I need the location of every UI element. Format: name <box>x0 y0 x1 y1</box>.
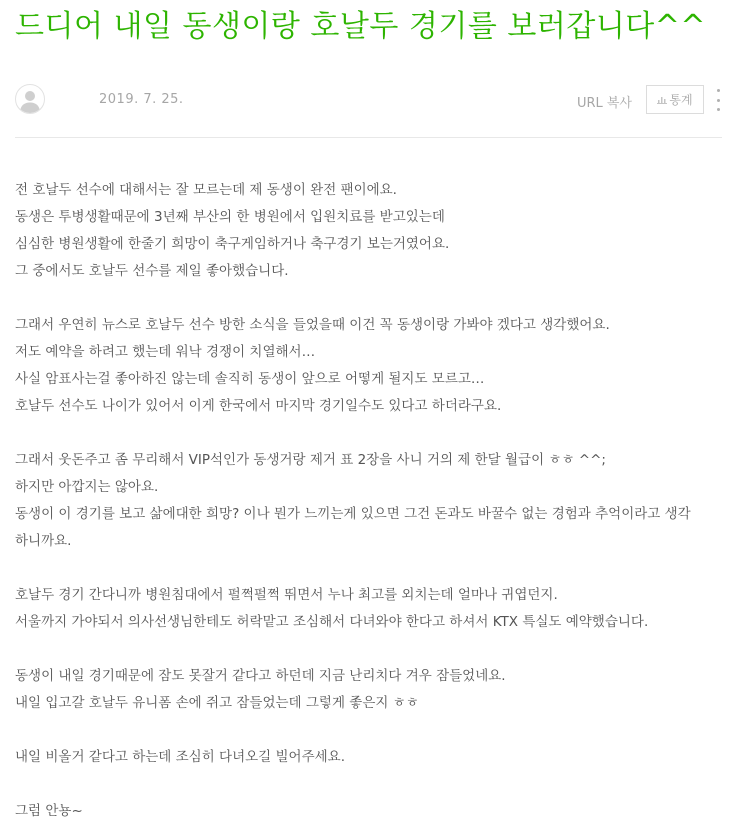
user-silhouette-icon <box>16 85 44 113</box>
post-meta-bar <box>15 84 722 116</box>
body-line: 동생이 내일 경기때문에 잠도 못잘거 같다고 하던데 지금 난리치다 겨우 잠들었네요. <box>15 668 506 684</box>
url-copy-button[interactable]: URL 복사 <box>576 96 632 111</box>
paragraph-gap <box>15 771 725 798</box>
paragraph-gap <box>15 636 725 663</box>
paragraph-gap <box>15 555 725 582</box>
paragraph-gap <box>15 420 725 447</box>
stats-button-label: 통계 <box>669 93 693 107</box>
body-line: 동생은 투병생활때문에 3년째 부산의 한 병원에서 입원치료를 받고있는데 <box>15 209 445 225</box>
more-options-button[interactable] <box>714 89 722 111</box>
body-line: 저도 예약을 하려고 했는데 워낙 경쟁이 치열해서… <box>15 344 316 360</box>
header-divider <box>15 137 722 138</box>
body-line: 전 호날두 선수에 대해서는 잘 모르는데 제 동생이 완전 팬이에요. <box>15 182 397 198</box>
post-body <box>15 177 725 825</box>
body-line: 그래서 우연히 뉴스로 호날두 선수 방한 소식을 들었을때 이건 꼭 동생이랑 가봐야 겠다고 생각했어요. <box>15 317 610 333</box>
vertical-dots-icon <box>717 108 720 111</box>
body-line: 호날두 선수도 나이가 있어서 이게 한국에서 마지막 경기일수도 있다고 하더라구요. <box>15 398 502 414</box>
body-line: 심심한 병원생활에 한줄기 희망이 축구게임하거나 축구경기 보는거였어요. <box>15 236 450 252</box>
body-line: 서울까지 가야되서 의사선생님한테도 허락맡고 조심해서 다녀와야 한다고 하셔서 KTX 특실도 예약했습니다. <box>15 614 649 630</box>
body-line: 사실 암표사는걸 좋아하진 않는데 솔직히 동생이 앞으로 어떻게 될지도 모르고… <box>15 371 485 387</box>
body-line: 동생이 이 경기를 보고 삶에대한 희망? 이나 뭔가 느끼는게 있으면 그건 돈과도 바꿀수 없는 경험과 추억이라고 생각 <box>15 506 691 522</box>
paragraph-gap <box>15 285 725 312</box>
bar-chart-icon <box>657 95 667 104</box>
body-line: 호날두 경기 간다니까 병원침대에서 펄쩍펄쩍 뛰면서 누나 최고를 외치는데 얼마나 귀엽던지. <box>15 587 558 603</box>
vertical-dots-icon <box>717 89 720 92</box>
avatar[interactable] <box>15 84 45 114</box>
post-title: 드디어 내일 동생이랑 호날두 경기를 보러갑니다^^ <box>15 9 707 44</box>
body-line: 하지만 아깝지는 않아요. <box>15 479 159 495</box>
paragraph-gap <box>15 717 725 744</box>
body-line: 그래서 웃돈주고 좀 무리해서 VIP석인가 동생거랑 제거 표 2장을 사니 거의 제 한달 월급이 ㅎㅎ ^^; <box>15 452 606 468</box>
body-line: 그 중에서도 호날두 선수를 제일 좋아했습니다. <box>15 263 289 279</box>
post-date: 2019. 7. 25. <box>99 92 184 107</box>
stats-button[interactable] <box>646 85 704 114</box>
vertical-dots-icon <box>717 99 720 102</box>
body-line: 하니까요. <box>15 533 72 549</box>
body-line: 내일 비올거 같다고 하는데 조심히 다녀오길 빌어주세요. <box>15 749 345 765</box>
body-line: 그럼 안뇽~ <box>15 803 83 819</box>
body-line: 내일 입고갈 호날두 유니폼 손에 쥐고 잠들었는데 그렇게 좋은지 ㅎㅎ <box>15 695 419 711</box>
